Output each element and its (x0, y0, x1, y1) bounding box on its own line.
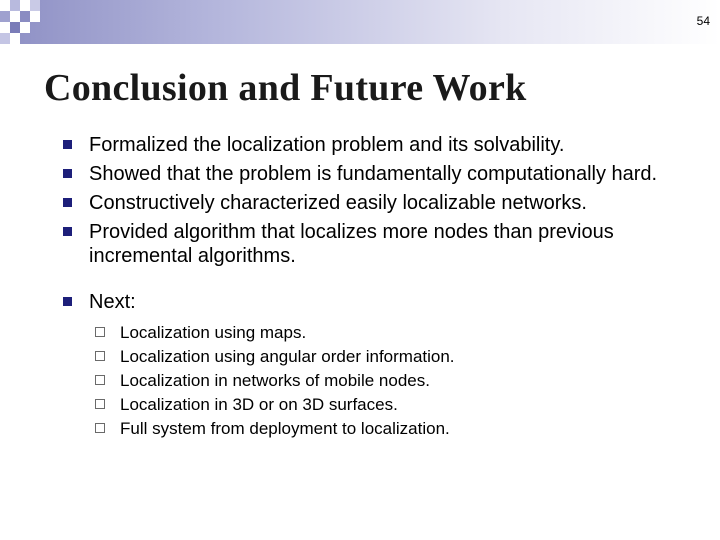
hollow-square-bullet-icon (95, 375, 105, 385)
slide-title: Conclusion and Future Work (44, 67, 527, 109)
square-bullet-icon (63, 227, 72, 236)
bullet-item (63, 162, 703, 186)
sub-bullet-item (89, 417, 703, 441)
bullet-item (63, 191, 703, 215)
hollow-square-bullet-icon (95, 423, 105, 433)
hollow-square-bullet-icon (95, 327, 105, 337)
slide-number: 54 (696, 14, 710, 28)
sub-bullet-text: Full system from deployment to localization. (120, 419, 450, 438)
bullet-text: Provided algorithm that localizes more nodes than previous incremental algorithms. (89, 221, 614, 267)
square-bullet-icon (63, 140, 72, 149)
sub-bullet-text: Localization in 3D or on 3D surfaces. (120, 395, 398, 414)
bullet-text: Constructively characterized easily localizable networks. (89, 192, 587, 214)
sub-bullet-item (89, 393, 703, 417)
sub-bullet-text: Localization using angular order information. (120, 347, 455, 366)
square-bullet-icon (63, 297, 72, 306)
hollow-square-bullet-icon (95, 399, 105, 409)
sub-bullet-item (89, 369, 703, 393)
bullet-text: Next: (89, 291, 136, 313)
sub-bullet-text: Localization in networks of mobile nodes. (120, 371, 430, 390)
square-bullet-icon (63, 198, 72, 207)
bullet-text: Formalized the localization problem and its solvability. (89, 134, 565, 156)
checker-pattern (0, 0, 80, 44)
sub-bullet-item (89, 321, 703, 345)
header-band (0, 0, 720, 44)
bullet-text: Showed that the problem is fundamentally computationally hard. (89, 163, 658, 185)
bullet-item (63, 220, 703, 268)
hollow-square-bullet-icon (95, 351, 105, 361)
sub-bullet-text: Localization using maps. (120, 323, 307, 342)
bullet-list (63, 133, 703, 446)
square-bullet-icon (63, 169, 72, 178)
sub-bullet-list (89, 321, 703, 441)
bullet-item (63, 133, 703, 157)
sub-bullet-item (89, 345, 703, 369)
bullet-item-next (63, 290, 703, 441)
